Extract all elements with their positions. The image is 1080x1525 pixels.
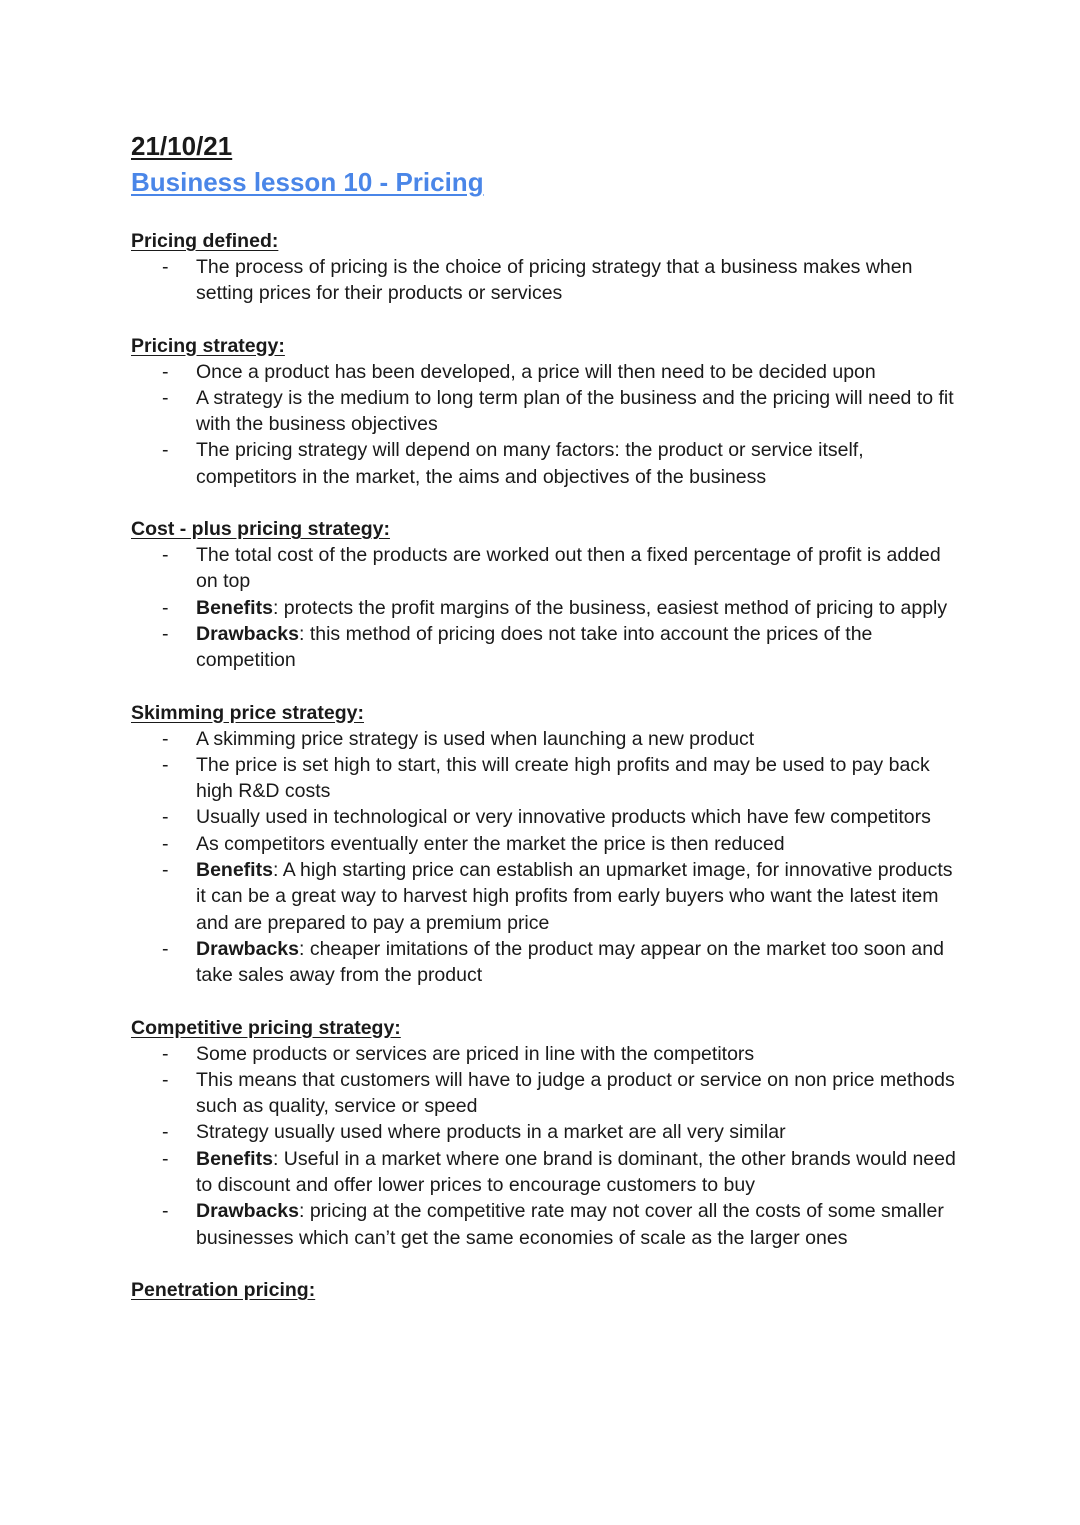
lesson-title: Business lesson 10 - Pricing	[131, 167, 484, 197]
section-heading: Skimming price strategy:	[131, 701, 364, 724]
bullet-item	[131, 831, 961, 857]
sections-container	[131, 228, 961, 1303]
bullet-text: : Useful in a market where one brand is dominant, the other brands would need to discount and offer lower prices to encourage customers to buy	[196, 1147, 956, 1197]
section-heading: Pricing defined:	[131, 230, 279, 252]
bullet-list	[131, 1041, 961, 1251]
bullet-list	[131, 359, 961, 490]
section-heading: Penetration pricing:	[131, 1278, 316, 1301]
section-heading: Cost - plus pricing strategy:	[131, 518, 390, 541]
document-page	[131, 128, 961, 1329]
bullet-label: Benefits	[196, 596, 273, 619]
bullet-text: The process of pricing is the choice of pricing strategy that a business makes when setting prices for their products or services	[196, 256, 913, 305]
bullet-text: A strategy is the medium to long term plan of the business and the pricing will need to fit with the business objectives	[196, 386, 954, 436]
section-heading: Pricing strategy:	[131, 334, 285, 357]
bullet-label: Drawbacks	[196, 1200, 299, 1223]
section-cost-plus-pricing-strategy	[131, 516, 961, 673]
section-heading: Competitive pricing strategy:	[131, 1016, 401, 1039]
bullet-list	[131, 726, 961, 989]
section-skimming-price-strategy	[131, 700, 961, 989]
bullet-list	[131, 254, 961, 307]
bullet-text: As competitors eventually enter the market the price is then reduced	[196, 832, 785, 855]
bullet-text: Some products or services are priced in line with the competitors	[196, 1042, 755, 1065]
bullet-text: Usually used in technological or very innovative products which have few competitors	[196, 806, 931, 829]
bullet-item	[131, 359, 961, 385]
bullet-item	[131, 437, 961, 490]
bullet-label: Drawbacks	[196, 622, 299, 645]
bullet-text: The total cost of the products are worked out then a fixed percentage of profit is added on top	[196, 544, 941, 593]
bullet-text: This means that customers will have to judge a product or service on non price methods such as quality, service or speed	[196, 1068, 955, 1118]
bullet-item	[131, 621, 961, 674]
bullet-label: Benefits	[196, 1147, 273, 1170]
bullet-text: : this method of pricing does not take into account the prices of the competition	[196, 622, 873, 672]
bullet-item	[131, 1067, 961, 1120]
lesson-date: 21/10/21	[131, 131, 233, 161]
section-penetration-pricing	[131, 1277, 961, 1303]
section-pricing-strategy	[131, 333, 961, 490]
bullet-text: Strategy usually used where products in a market are all very similar	[196, 1121, 786, 1144]
bullet-text: Once a product has been developed, a price will then need to be decided upon	[196, 360, 876, 383]
bullet-item	[131, 254, 961, 307]
bullet-item	[131, 936, 961, 989]
bullet-item	[131, 726, 961, 752]
section-competitive-pricing-strategy	[131, 1015, 961, 1251]
bullet-label: Benefits	[196, 859, 273, 882]
section-pricing-defined	[131, 228, 961, 307]
bullet-text: : protects the profit margins of the business, easiest method of pricing to apply	[272, 596, 948, 619]
bullet-item	[131, 542, 961, 595]
bullet-item	[131, 1041, 961, 1067]
bullet-item	[131, 1119, 961, 1145]
bullet-item	[131, 1198, 961, 1251]
bullet-item	[131, 1146, 961, 1199]
bullet-text: The price is set high to start, this will create high profits and may be used to pay back high R&D costs	[196, 753, 930, 803]
bullet-text: : cheaper imitations of the product may appear on the market too soon and take sales away from the product	[196, 937, 944, 987]
bullet-item	[131, 595, 961, 621]
bullet-item	[131, 385, 961, 438]
bullet-text: : A high starting price can establish an upmarket image, for innovative products it can be a great way to harvest high profits from early buyers who want the latest item and are prepared to pay a premium price	[196, 859, 953, 934]
bullet-text: A skimming price strategy is used when launching a new product	[196, 727, 755, 750]
bullet-list	[131, 542, 961, 673]
bullet-text: : pricing at the competitive rate may not cover all the costs of some smaller businesses which can’t get the same economies of scale as the larger ones	[196, 1200, 944, 1249]
bullet-label: Drawbacks	[196, 937, 299, 960]
bullet-item	[131, 804, 961, 830]
bullet-text: The pricing strategy will depend on many factors: the product or service itself, competitors in the market, the aims and objectives of the business	[196, 439, 864, 488]
bullet-item	[131, 752, 961, 805]
bullet-item	[131, 857, 961, 936]
